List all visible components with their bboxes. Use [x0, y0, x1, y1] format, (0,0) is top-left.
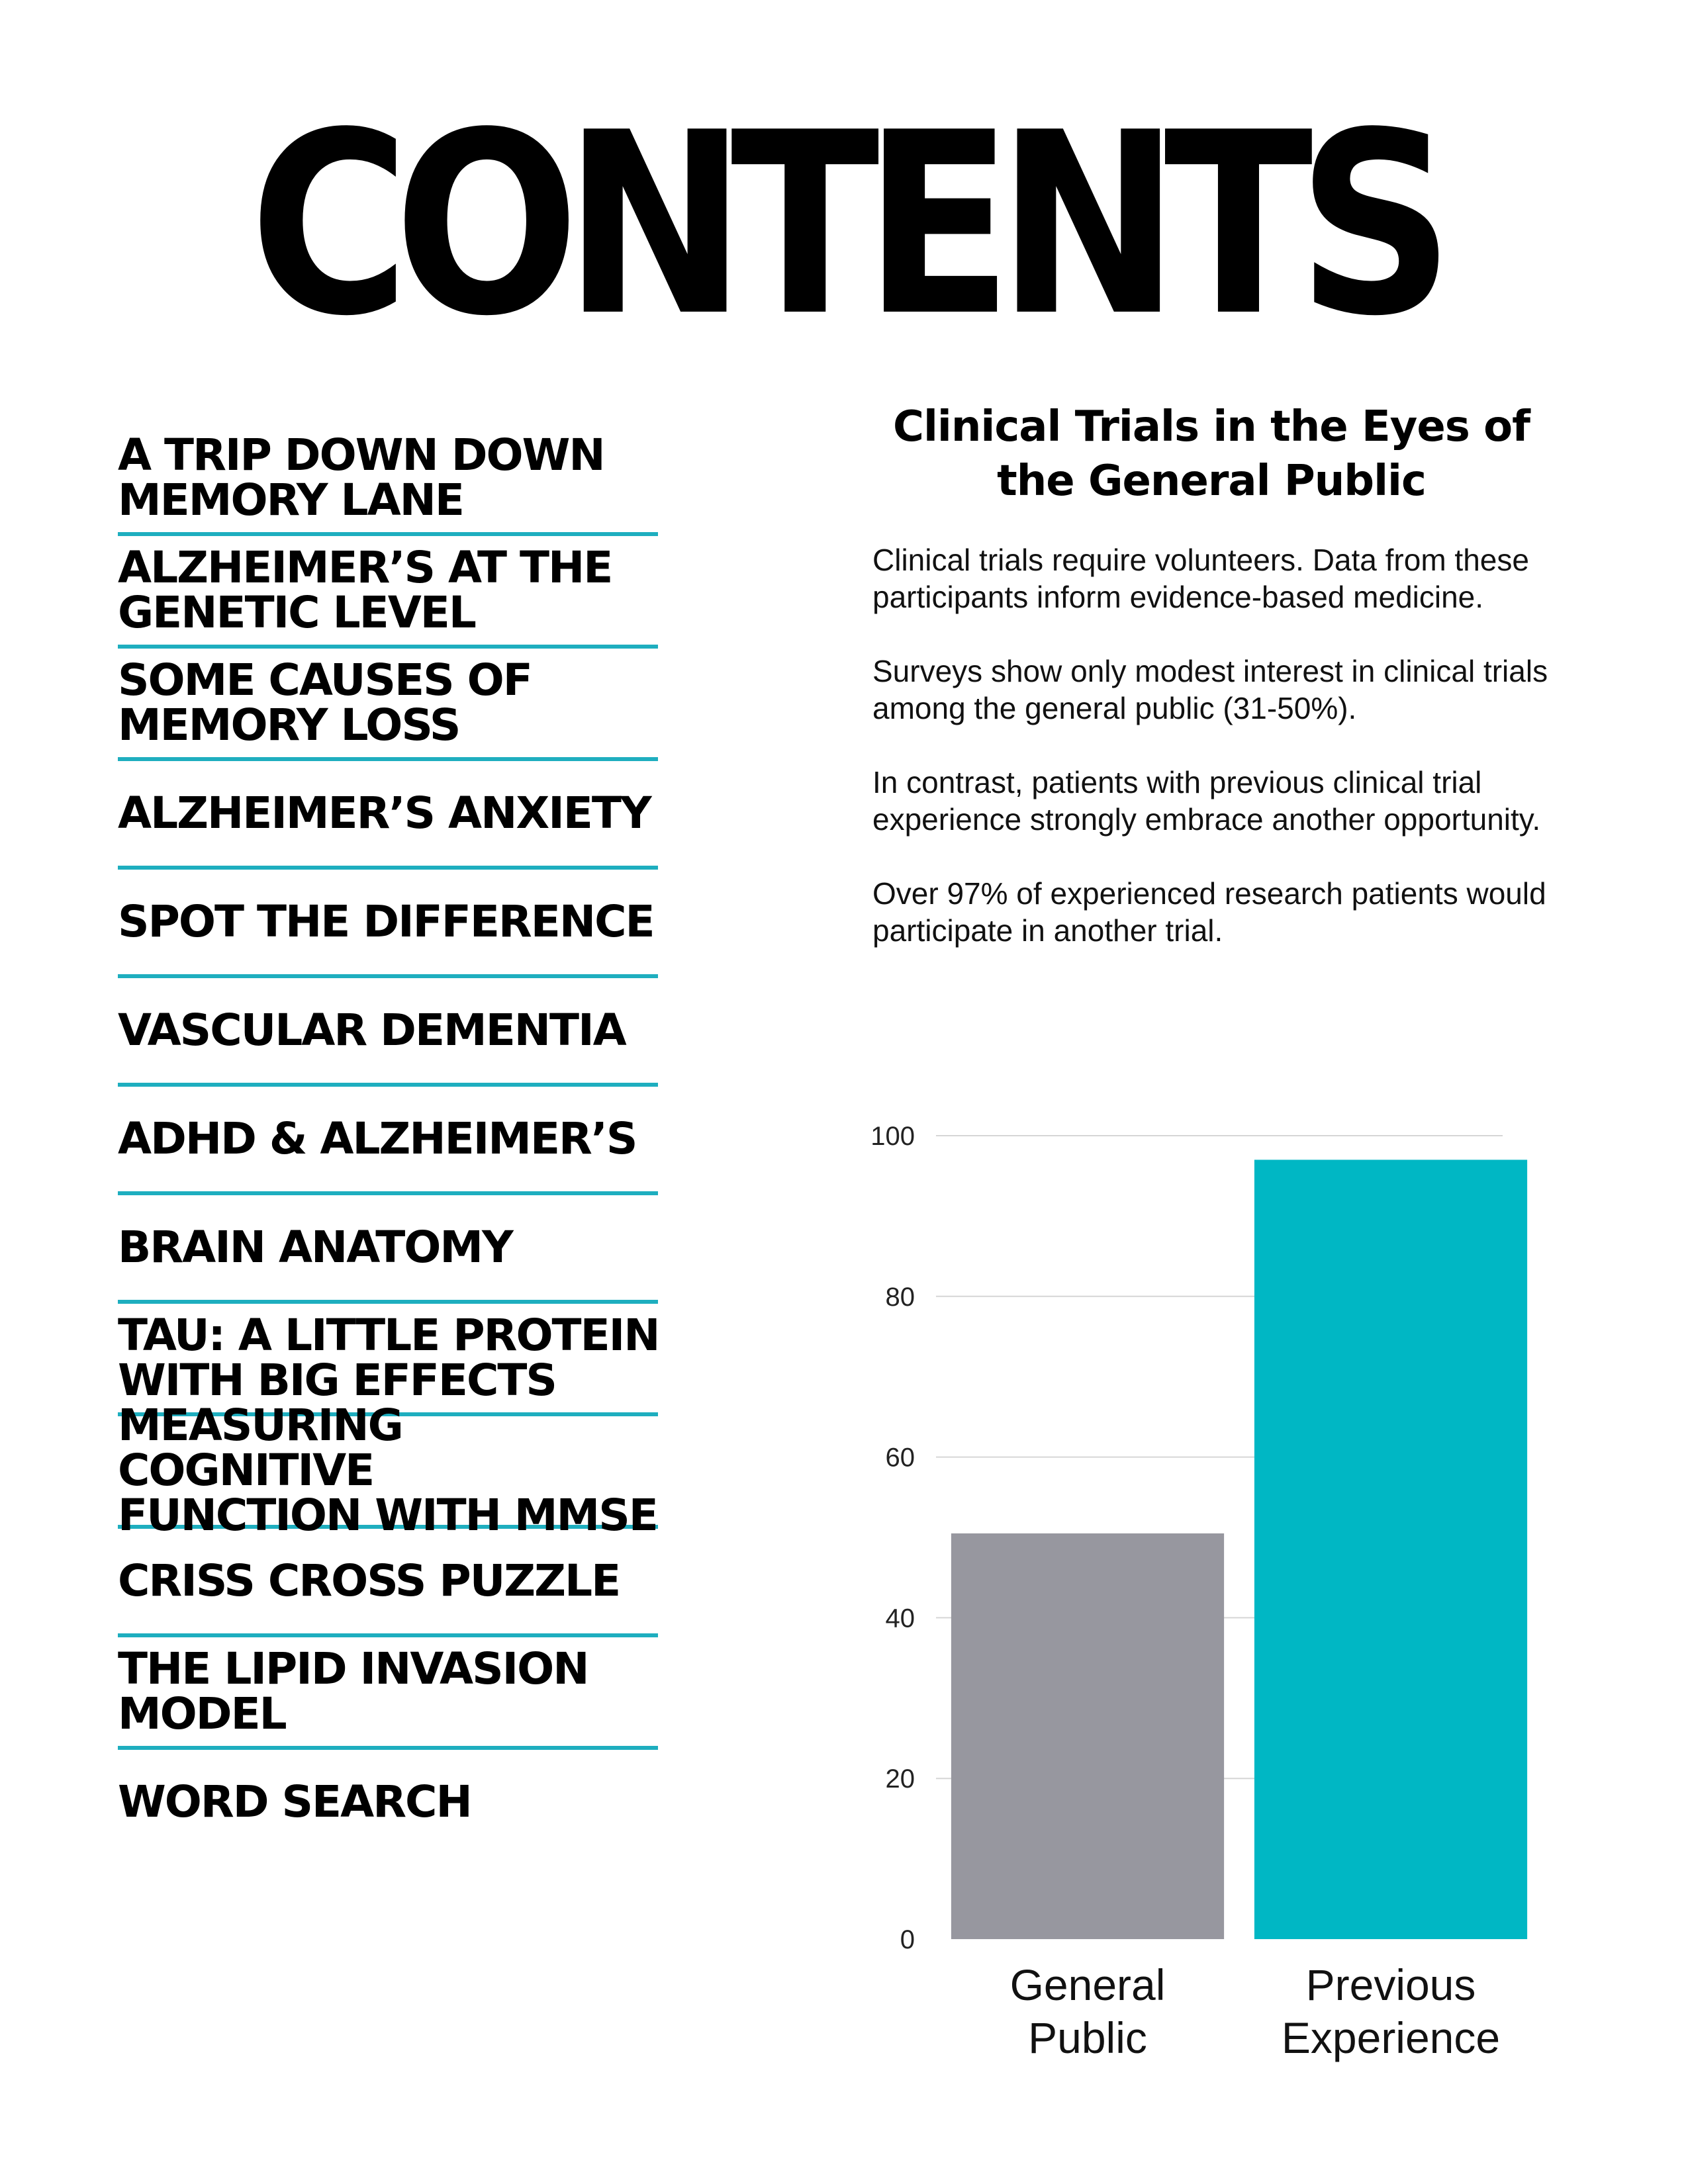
- y-tick-label: 80: [885, 1282, 915, 1312]
- bar-previous-experience: [1254, 1160, 1527, 1939]
- y-tick-label: 20: [885, 1764, 915, 1794]
- y-tick-label: 100: [870, 1122, 915, 1151]
- article-paragraph: Clinical trials require volunteers. Data from these participants inform evidence-based medicine.: [872, 543, 1529, 614]
- article-paragraph: Over 97% of experienced research patients would participate in another trial.: [872, 876, 1546, 948]
- toc-item[interactable]: VASCULAR DEMENTIA: [118, 1005, 626, 1056]
- toc-item[interactable]: THE LIPID INVASION MODEL: [118, 1643, 588, 1739]
- x-category-label-line: Public: [1028, 2013, 1147, 2062]
- x-category-label-line: Experience: [1281, 2013, 1501, 2062]
- toc-item[interactable]: BRAIN ANATOMY: [118, 1222, 512, 1273]
- y-tick-label: 60: [885, 1443, 915, 1473]
- page-title: CONTENTS: [249, 78, 1439, 371]
- article-paragraph: In contrast, patients with previous clinical trial experience strongly embrace another opportunity.: [872, 765, 1541, 837]
- toc-item[interactable]: ALZHEIMER’S ANXIETY: [118, 788, 651, 839]
- toc-item[interactable]: SOME CAUSES OF MEMORY LOSS: [118, 655, 532, 751]
- toc-item[interactable]: ADHD & ALZHEIMER’S: [118, 1113, 637, 1164]
- y-tick-label: 0: [900, 1925, 915, 1954]
- toc-item[interactable]: A TRIP DOWN DOWN MEMORY LANE: [118, 430, 604, 525]
- bar-chart: [854, 1118, 1556, 2078]
- article-title: Clinical Trials in the Eyes of the General Public: [893, 402, 1530, 506]
- x-category-label-line: General: [1009, 1960, 1166, 2009]
- article-body: [872, 541, 1561, 986]
- toc-item[interactable]: SPOT THE DIFFERENCE: [118, 896, 654, 947]
- toc-item[interactable]: ALZHEIMER’S AT THE GENETIC LEVEL: [118, 542, 612, 638]
- toc-item[interactable]: MEASURING COGNITIVE FUNCTION WITH MMSE: [118, 1400, 657, 1541]
- table-of-contents: [118, 424, 661, 1854]
- bar-general-public: [951, 1533, 1224, 1939]
- y-tick-label: 40: [885, 1604, 915, 1633]
- x-category-label: [1282, 1960, 1500, 2062]
- toc-item[interactable]: CRISS CROSS PUZZLE: [118, 1555, 620, 1606]
- toc-item[interactable]: WORD SEARCH: [118, 1776, 471, 1827]
- toc-item[interactable]: TAU: A LITTLE PROTEIN WITH BIG EFFECTS: [118, 1310, 659, 1406]
- article-paragraph: Surveys show only modest interest in clinical trials among the general public (31-50%).: [872, 654, 1548, 725]
- x-category-label-line: Previous: [1305, 1960, 1476, 2009]
- x-category-label: [1010, 1960, 1166, 2062]
